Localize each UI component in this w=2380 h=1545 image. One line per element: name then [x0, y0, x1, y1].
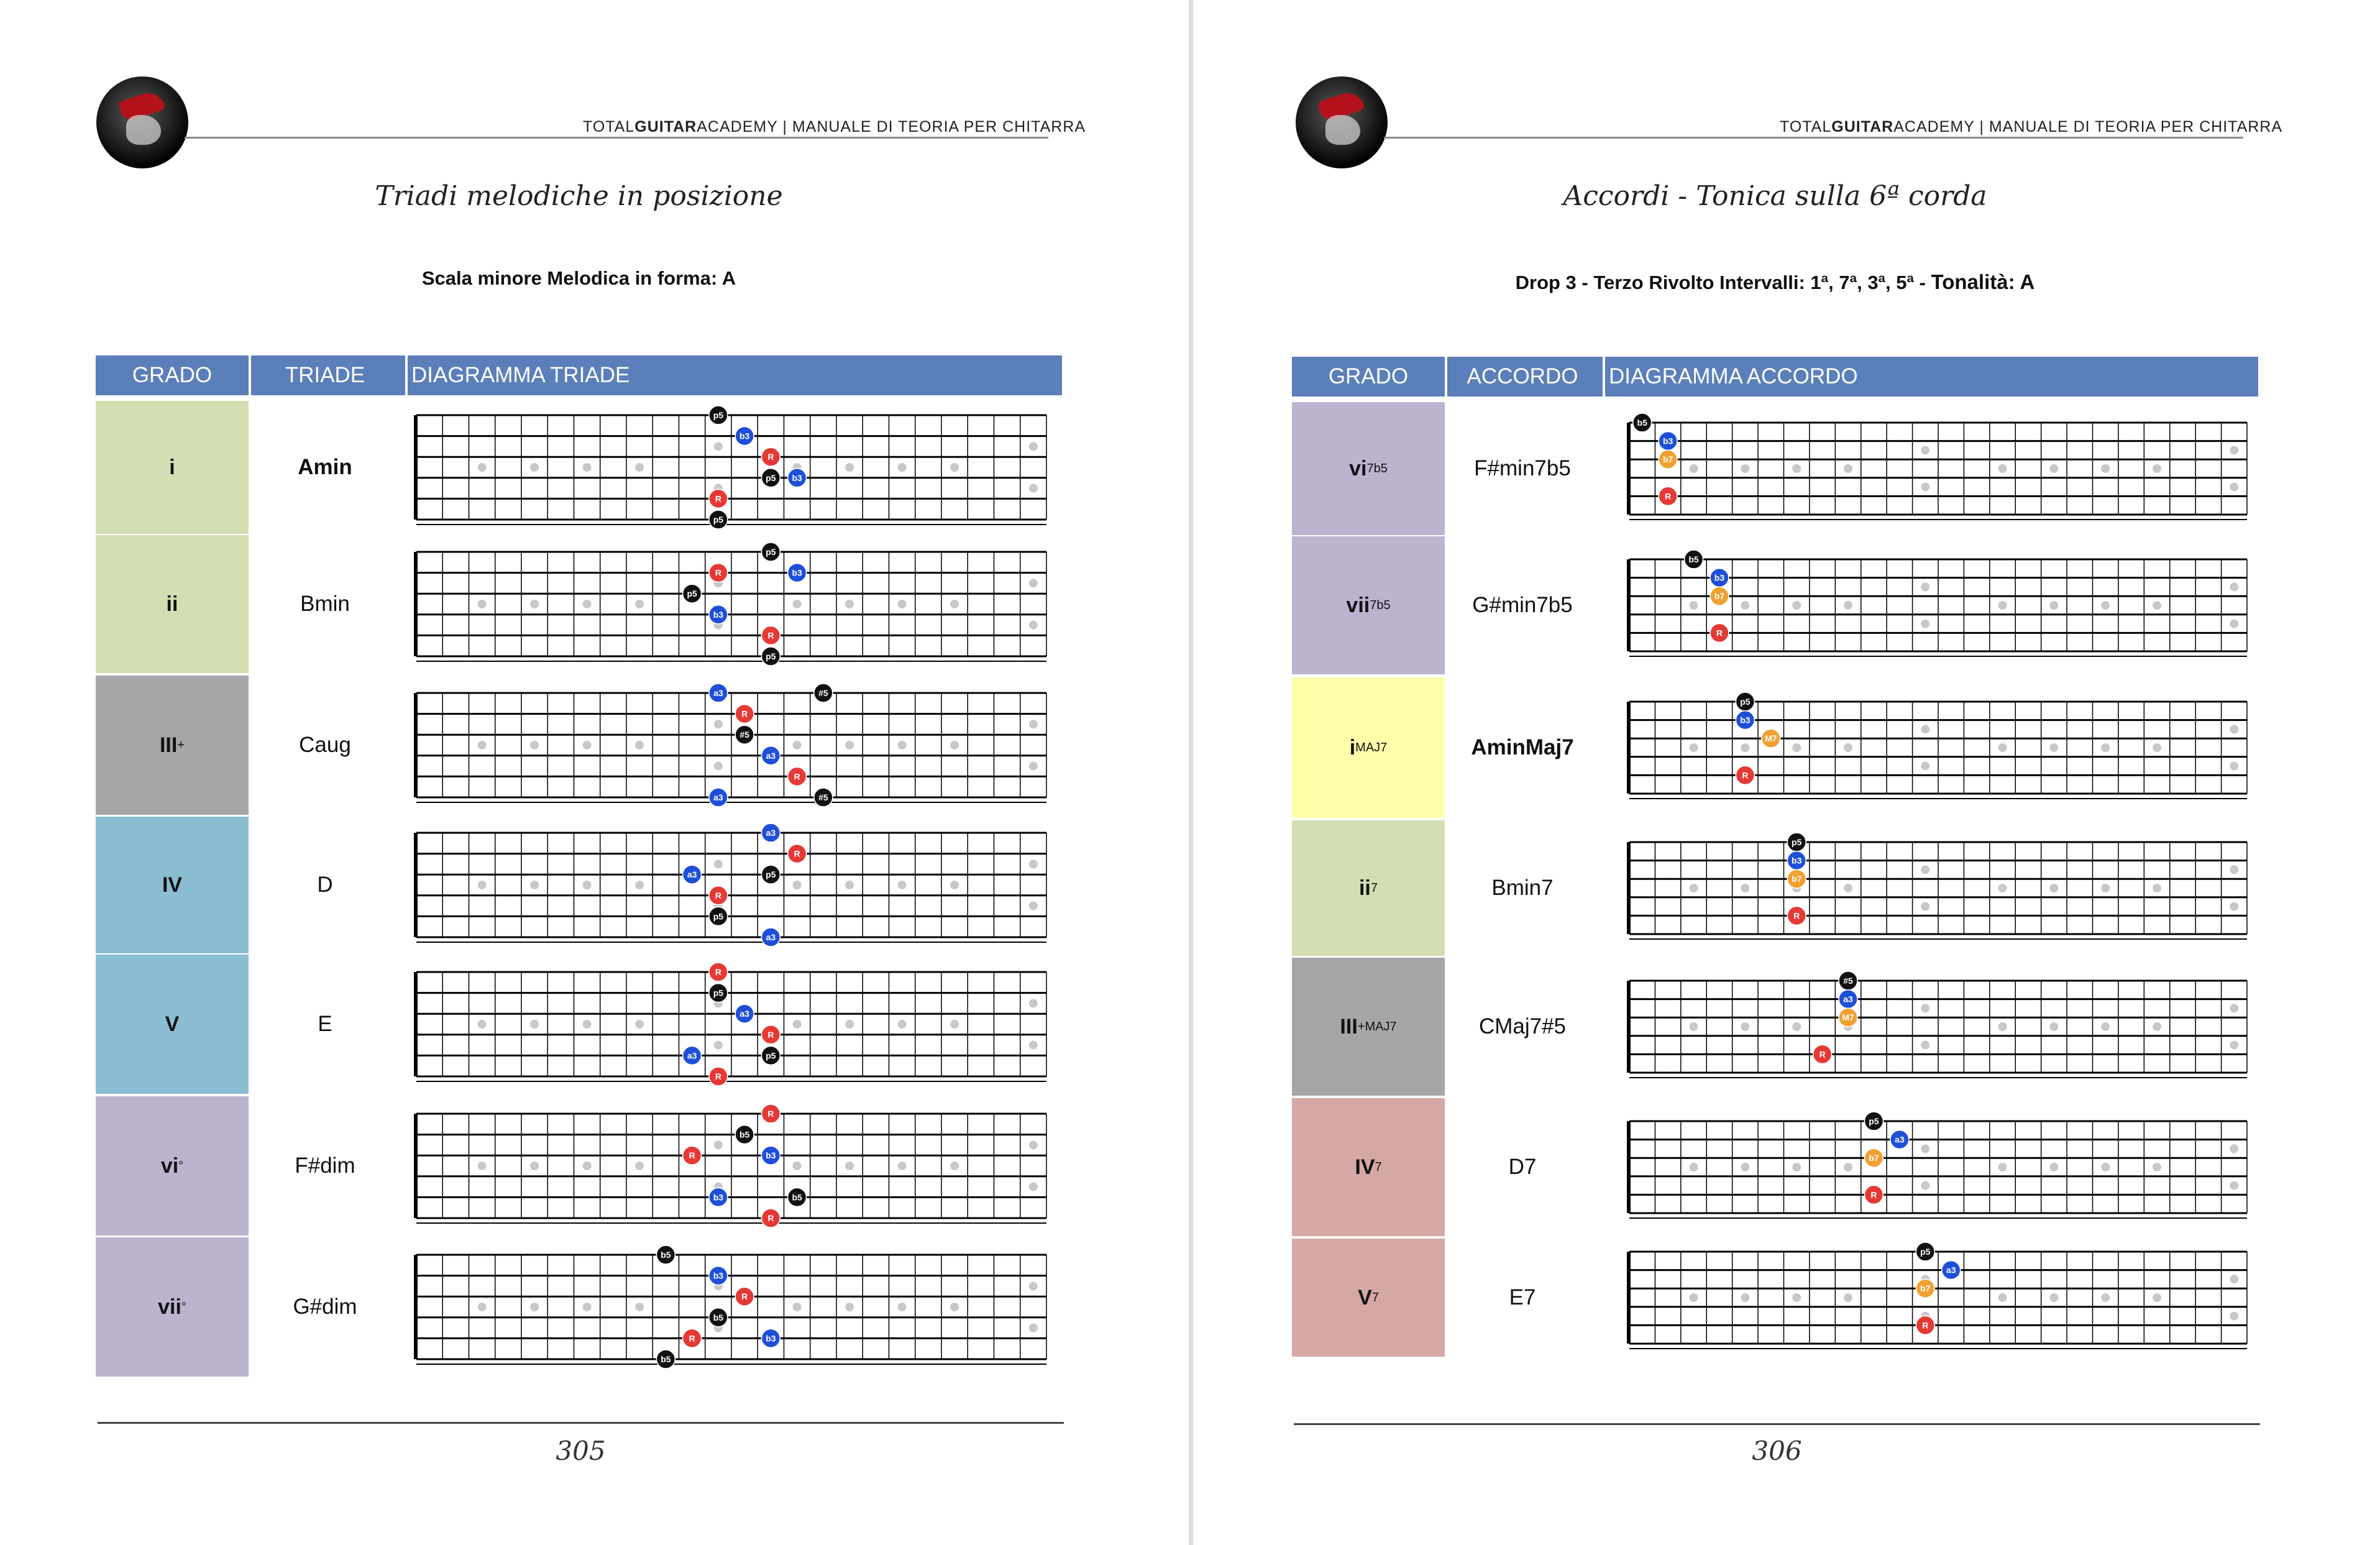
note-dot-orange: [1710, 587, 1729, 605]
note-label: R: [794, 771, 800, 782]
note-dot-black: [656, 1245, 675, 1264]
note-dot-black: [1736, 692, 1754, 711]
note-label: p5: [713, 988, 724, 998]
note-dot-black: [683, 584, 702, 603]
note-label: p5: [766, 651, 776, 661]
note-dot-blue: [1736, 711, 1754, 730]
note-dot-blue: [1839, 990, 1857, 1009]
col-diagram-header: DIAGRAMMA TRIADE: [411, 363, 630, 387]
note-label: #5: [1843, 976, 1853, 986]
note-label: b7: [1869, 1153, 1879, 1163]
note-dot-red: [709, 489, 728, 508]
header-brand: TOTALGUITARACADEMY | MANUALE DI TEORIA PER CHITARRA: [1780, 118, 2283, 135]
note-dot-black: [814, 788, 833, 807]
note-dot-blue: [788, 469, 807, 487]
note-label: R: [689, 1333, 695, 1344]
note-dot-black: [761, 543, 780, 561]
grade-cell: [1292, 1098, 1445, 1236]
grade-numeral: vii: [158, 1295, 181, 1319]
note-label: b3: [792, 472, 802, 483]
grade-quality: +: [177, 738, 185, 752]
chord-name: G#min7b5: [1472, 593, 1573, 617]
note-label: R: [715, 567, 721, 578]
note-label: a3: [713, 688, 723, 698]
note-dot-blue: [735, 1004, 754, 1023]
note-dot-blue: [1942, 1261, 1961, 1280]
chord-name: CMaj7#5: [1478, 1014, 1567, 1038]
note-label: b7: [1714, 591, 1725, 602]
grade-numeral: IV: [162, 873, 183, 897]
note-label: b5: [792, 1192, 802, 1203]
note-dot-black: [656, 1350, 675, 1368]
grade-cell: [1292, 958, 1445, 1096]
note-label: R: [794, 848, 800, 859]
note-dot-black: [761, 469, 780, 487]
grade-quality: 7b5: [1366, 461, 1388, 475]
note-label: b3: [713, 1192, 724, 1203]
fretboard-diagram: [1624, 1242, 2252, 1354]
grade-quality: 7b5: [1370, 598, 1391, 612]
chord-name: E7: [1509, 1285, 1536, 1309]
note-label: M7: [1765, 733, 1777, 744]
note-label: R: [741, 1291, 748, 1302]
note-dot-red: [709, 963, 728, 981]
note-dot-red: [788, 845, 807, 863]
note-label: R: [689, 1150, 695, 1161]
note-dot-blue: [709, 605, 728, 624]
note-label: b7: [1662, 454, 1673, 465]
note-dot-red: [788, 767, 807, 786]
note-label: #5: [818, 792, 828, 802]
note-label: b3: [1662, 436, 1673, 446]
note-dot-red: [761, 1025, 780, 1044]
col-chord-header: TRIADE: [285, 363, 365, 387]
fretboard-diagram: [1624, 971, 2252, 1083]
note-dot-blue: [761, 823, 780, 842]
fretboard-diagram: [1624, 549, 2252, 661]
academy-logo: [96, 76, 188, 168]
note-label: a3: [713, 792, 723, 802]
note-dot-orange: [1839, 1008, 1857, 1027]
note-label: R: [715, 967, 721, 977]
fretboard-diagram: [411, 683, 1051, 807]
note-label: a3: [1946, 1265, 1956, 1275]
grade-numeral: ii: [1358, 876, 1371, 900]
table-header: [96, 355, 1062, 395]
note-label: b5: [713, 1312, 724, 1323]
note-dot-red: [1916, 1316, 1934, 1334]
fretboard-diagram: [1624, 413, 2252, 525]
note-dot-orange: [1787, 869, 1806, 888]
note-label: a3: [1843, 994, 1853, 1004]
note-label: R: [715, 493, 721, 504]
note-dot-blue: [683, 865, 702, 884]
note-dot-black: [709, 907, 728, 925]
grade-numeral: III: [1340, 1014, 1358, 1038]
page-subtitle: Drop 3 - Terzo Rivolto Intervalli: 1ª, 7ª, 3ª, 5ª - Tonalità: A: [1515, 270, 2035, 293]
chord-name: Caug: [299, 733, 351, 757]
note-dot-orange: [1659, 450, 1677, 469]
fretboard-diagram: [411, 1245, 1051, 1369]
note-label: p5: [713, 410, 724, 420]
header-brand: TOTALGUITARACADEMY | MANUALE DI TEORIA PER CHITARRA: [583, 118, 1086, 135]
note-label: b3: [766, 1150, 776, 1161]
note-dot-black: [761, 647, 780, 666]
note-label: a3: [766, 750, 776, 761]
note-dot-blue: [709, 684, 728, 702]
note-dot-blue: [709, 788, 728, 807]
note-dot-red: [761, 1104, 780, 1123]
note-dot-blue: [761, 746, 780, 765]
chord-name: G#dim: [293, 1295, 357, 1319]
note-dot-red: [709, 1067, 728, 1086]
note-label: R: [1922, 1320, 1929, 1331]
footer-rule: [98, 1422, 1064, 1424]
note-dot-red: [1864, 1185, 1883, 1204]
note-dot-red: [761, 1209, 780, 1227]
note-label: a3: [739, 1009, 749, 1019]
fretboard-diagram: [1624, 832, 2252, 944]
note-dot-black: [709, 984, 728, 1002]
chord-name: D7: [1508, 1155, 1537, 1179]
note-label: b3: [739, 431, 750, 441]
note-label: p5: [1920, 1247, 1931, 1257]
fretboard-diagram: [411, 1104, 1051, 1228]
note-label: R: [767, 1109, 774, 1119]
note-label: b3: [1740, 715, 1751, 725]
grade-cell: [1292, 677, 1445, 818]
note-dot-black: [735, 725, 754, 744]
note-label: a3: [766, 932, 776, 942]
grade-cell: [96, 401, 249, 534]
footer-rule: [1294, 1423, 2260, 1425]
chord-name: Bmin: [300, 592, 350, 616]
chord-name: Bmin7: [1491, 876, 1554, 900]
note-dot-red: [761, 447, 780, 466]
note-dot-red: [1736, 766, 1754, 784]
grade-numeral: i: [169, 455, 175, 479]
chord-name: F#dim: [295, 1153, 355, 1178]
chord-name: Amin: [298, 455, 352, 479]
col-grade-header: GRADO: [132, 363, 213, 387]
note-label: a3: [687, 1050, 697, 1061]
note-dot-red: [1813, 1045, 1832, 1063]
grade-numeral: vi: [1349, 456, 1367, 480]
chord-name: D: [317, 873, 333, 897]
grade-numeral: i: [1349, 735, 1356, 759]
note-label: a3: [1895, 1134, 1905, 1145]
note-dot-blue: [761, 1329, 780, 1347]
note-dot-blue: [761, 1146, 780, 1165]
grade-quality: 7: [1370, 881, 1378, 895]
note-dot-black: [1633, 413, 1652, 432]
note-dot-red: [735, 705, 754, 723]
note-label: #5: [818, 688, 828, 698]
grade-numeral: V: [1358, 1285, 1372, 1309]
note-dot-black: [709, 1308, 728, 1327]
note-dot-blue: [683, 1046, 702, 1065]
note-dot-black: [761, 865, 780, 884]
note-dot-red: [709, 564, 728, 582]
grade-quality: °: [181, 1300, 186, 1314]
page-number: 305: [556, 1436, 606, 1466]
grade-cell: [96, 817, 249, 953]
note-dot-blue: [788, 564, 807, 582]
note-label: b7: [1920, 1283, 1931, 1294]
chord-name: AminMaj7: [1471, 735, 1574, 759]
grade-cell: [96, 535, 249, 673]
grade-numeral: III: [159, 733, 178, 757]
note-label: M7: [1842, 1012, 1854, 1023]
grade-quality: °: [178, 1158, 184, 1173]
note-dot-blue: [1787, 851, 1806, 870]
note-dot-blue: [1710, 569, 1729, 587]
note-label: R: [715, 890, 721, 901]
note-dot-black: [1916, 1242, 1934, 1261]
note-dot-black: [735, 1126, 754, 1144]
note-label: p5: [1869, 1116, 1879, 1126]
book-page-1: [0, 0, 1189, 1545]
note-label: b5: [739, 1129, 750, 1140]
note-label: R: [767, 452, 774, 462]
note-label: R: [741, 708, 748, 719]
note-dot-red: [1787, 906, 1806, 925]
note-dot-black: [1839, 971, 1857, 990]
note-label: b5: [1637, 418, 1647, 428]
note-label: p5: [713, 515, 724, 525]
note-label: R: [1716, 628, 1723, 638]
grade-quality: +MAJ7: [1357, 1019, 1397, 1034]
note-label: a3: [766, 828, 776, 838]
note-label: R: [767, 1213, 774, 1223]
grade-cell: [1292, 402, 1445, 535]
table-header: [1292, 357, 2258, 397]
note-dot-black: [709, 510, 728, 529]
grade-cell: [1292, 820, 1445, 956]
note-dot-blue: [1659, 432, 1677, 451]
header-rule: [1384, 137, 2243, 139]
note-label: p5: [713, 911, 724, 922]
note-dot-black: [814, 684, 833, 702]
grade-cell: [1292, 1239, 1445, 1357]
fretboard-diagram: [411, 542, 1051, 666]
note-dot-blue: [709, 1267, 728, 1285]
note-label: #5: [739, 730, 749, 740]
note-dot-black: [761, 1046, 780, 1065]
chord-name: F#min7b5: [1474, 456, 1571, 480]
page-subtitle: Scala minore Melodica in forma: A: [421, 267, 736, 289]
note-label: R: [767, 630, 774, 641]
note-label: R: [1793, 910, 1800, 921]
fretboard-diagram: [411, 962, 1051, 1086]
note-label: a3: [687, 869, 697, 880]
grade-cell: [96, 1237, 249, 1377]
note-label: p5: [766, 869, 776, 880]
grade-numeral: vii: [1346, 593, 1370, 617]
fretboard-diagram: [411, 405, 1051, 530]
grade-numeral: IV: [1355, 1155, 1375, 1179]
page-divider: [1189, 0, 1193, 1545]
grade-cell: [96, 1096, 249, 1236]
note-label: b3: [1792, 855, 1802, 866]
note-label: b3: [713, 1270, 724, 1281]
note-dot-orange: [1762, 729, 1780, 748]
note-label: p5: [766, 1050, 776, 1061]
note-dot-black: [1685, 550, 1703, 569]
note-label: R: [1742, 770, 1749, 781]
note-label: R: [715, 1071, 721, 1081]
note-dot-black: [709, 406, 728, 424]
grade-quality: MAJ7: [1355, 740, 1388, 754]
grade-cell: [1292, 536, 1445, 674]
note-dot-red: [1710, 623, 1729, 642]
note-label: b3: [713, 609, 724, 620]
grade-numeral: ii: [166, 592, 178, 616]
grade-cell: [96, 955, 249, 1094]
note-dot-red: [709, 886, 728, 905]
note-label: p5: [766, 547, 776, 557]
grade-quality: 7: [1375, 1160, 1382, 1174]
fretboard-diagram: [1624, 1111, 2252, 1223]
note-label: R: [767, 1029, 774, 1040]
note-dot-blue: [761, 928, 780, 947]
note-dot-blue: [709, 1188, 728, 1206]
note-dot-blue: [1890, 1130, 1909, 1149]
note-label: b5: [661, 1250, 671, 1260]
col-grade-header: GRADO: [1328, 364, 1409, 388]
note-label: p5: [687, 589, 697, 599]
note-label: b3: [1714, 572, 1725, 583]
note-dot-red: [1659, 487, 1677, 505]
note-dot-orange: [1916, 1279, 1934, 1298]
note-label: R: [1819, 1049, 1826, 1060]
page-title: Triadi melodiche in posizione: [375, 180, 783, 212]
note-label: b7: [1792, 874, 1802, 884]
page-title: Accordi - Tonica sulla 6ª corda: [1563, 180, 1987, 212]
grade-numeral: V: [165, 1012, 180, 1036]
note-label: p5: [1740, 697, 1751, 707]
chord-name: E: [318, 1012, 332, 1036]
col-diagram-header: DIAGRAMMA ACCORDO: [1609, 364, 1858, 388]
fretboard-diagram: [411, 823, 1051, 947]
note-dot-black: [1787, 833, 1806, 851]
note-label: R: [1665, 491, 1672, 502]
note-dot-red: [735, 1287, 754, 1306]
note-dot-black: [788, 1188, 807, 1206]
book-page-2: [1193, 0, 2380, 1545]
note-dot-red: [761, 626, 780, 644]
grade-numeral: vi: [160, 1153, 179, 1178]
grade-quality: 7: [1371, 1290, 1379, 1304]
col-chord-header: ACCORDO: [1467, 364, 1578, 388]
note-label: b5: [1688, 554, 1699, 564]
header-rule: [185, 137, 1048, 139]
note-label: R: [1870, 1190, 1877, 1200]
note-dot-black: [1864, 1112, 1883, 1130]
note-label: b3: [792, 567, 802, 578]
note-dot-red: [683, 1146, 702, 1165]
fretboard-diagram: [1624, 692, 2252, 804]
note-label: p5: [766, 472, 776, 483]
note-label: b3: [766, 1333, 776, 1344]
note-label: p5: [1792, 837, 1802, 847]
page-number: 306: [1752, 1436, 1802, 1466]
note-dot-orange: [1864, 1148, 1883, 1167]
grade-cell: [96, 676, 249, 815]
note-label: b5: [661, 1354, 671, 1364]
academy-logo: [1296, 76, 1388, 168]
note-dot-blue: [735, 427, 754, 446]
note-dot-red: [683, 1329, 702, 1347]
